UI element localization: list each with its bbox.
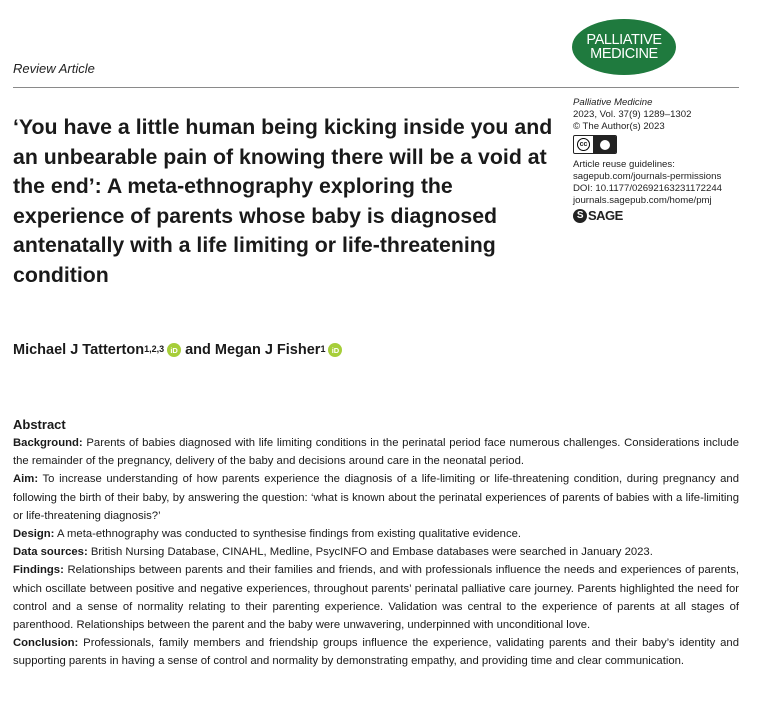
sage-icon: S <box>573 209 587 223</box>
section-text: To increase understanding of how parents experience the diagnosis of a life-limiting or life-threatening condition, during pregnancy and following the birth of their baby, by answering the question: ‘what is known about the perinatal experiences of parents of babies with a life-limiting or life-threatening diagnosis?’ <box>13 473 739 522</box>
abstract-findings <box>13 561 739 634</box>
article-title: ‘You have a little human being kicking inside you and an unbearable pain of knowing there will be a void at the end’: A meta-ethnography exploring the experience of parents whose baby is diagnosed antenatally with a life limiting or life-threatening condition <box>13 115 553 287</box>
abstract <box>13 416 739 671</box>
header-divider <box>13 87 739 88</box>
reuse-link[interactable]: sagepub.com/journals-permissions <box>573 171 722 182</box>
logo-line-2: MEDICINE <box>590 46 658 62</box>
section-label: Background: <box>13 437 83 449</box>
abstract-design <box>13 525 739 543</box>
publication-meta <box>573 97 753 223</box>
section-label: Data sources: <box>13 546 88 559</box>
orcid-icon[interactable]: iD <box>328 343 342 357</box>
section-text: Parents of babies diagnosed with life limiting conditions in the perinatal period face numerous challenges. Considerations include the remainder of the pregnancy, delivery of the baby and decisions around care in the neonatal period. <box>13 437 739 468</box>
cc-icon: cc <box>574 136 593 153</box>
author-list: Michael J Tatterton $^{1,2,3}$ iD and Megan J Fisher $^1$ iD <box>13 342 346 358</box>
abstract-heading: Abstract <box>13 417 66 432</box>
journal-name: Palliative Medicine <box>573 97 653 108</box>
journal-logo <box>572 19 676 75</box>
cc-by-license-icon[interactable] <box>573 135 617 154</box>
section-label: Findings: <box>13 564 64 577</box>
logo-line-1: PALLIATIVE <box>586 31 662 48</box>
section-text: A meta-ethnography was conducted to synthesise findings from existing qualitative evidence. <box>56 528 522 541</box>
abstract-aim <box>13 470 739 525</box>
orcid-icon[interactable]: iD <box>167 343 181 357</box>
author-name: Megan J Fisher <box>214 342 321 358</box>
publisher-name: SAGE <box>588 208 623 223</box>
abstract-data-sources <box>13 543 739 561</box>
publisher-logo <box>573 209 753 223</box>
author-name: Michael J Tatterton <box>13 342 145 358</box>
section-text: British Nursing Database, CINAHL, Medline, PsycINFO and Embase databases were searched in January 2023. <box>90 546 653 559</box>
article-type: Review Article <box>13 61 95 76</box>
doi[interactable]: DOI: 10.1177/02692163231172244 <box>573 183 723 194</box>
section-text: Professionals, family members and friendship groups influence the experience, validating parents and their baby’s identity and supporting parents in having a sense of control and normality by demonstrating empathy, and providing time and clear communication. <box>13 637 739 668</box>
volume-info: 2023, Vol. 37(9) 1289–1302 <box>573 109 692 120</box>
section-label: Aim: <box>13 473 39 486</box>
copyright: © The Author(s) 2023 <box>573 121 665 132</box>
journal-link[interactable]: journals.sagepub.com/home/pmj <box>573 195 712 206</box>
by-icon <box>593 136 616 153</box>
reuse-label: Article reuse guidelines: <box>573 159 675 170</box>
section-text: Relationships between parents and their families and friends, and with professionals influence the needs and experiences of parents, which oscillate between positive and negative experiences, throughout parents’ perinatal palliative care journey. Parents highlighted the need for control and a sense of normality relating to their parenting experience. Validation was central to the experience of parents at all stages of parenthood. Relationships between the parent and the baby were unwavering, underpinned with unconditional love. <box>13 564 740 632</box>
abstract-conclusion <box>13 634 739 670</box>
abstract-background <box>13 434 739 470</box>
section-label: Design: <box>13 528 55 541</box>
author-join: and <box>185 342 211 358</box>
section-label: Conclusion: <box>13 637 79 650</box>
